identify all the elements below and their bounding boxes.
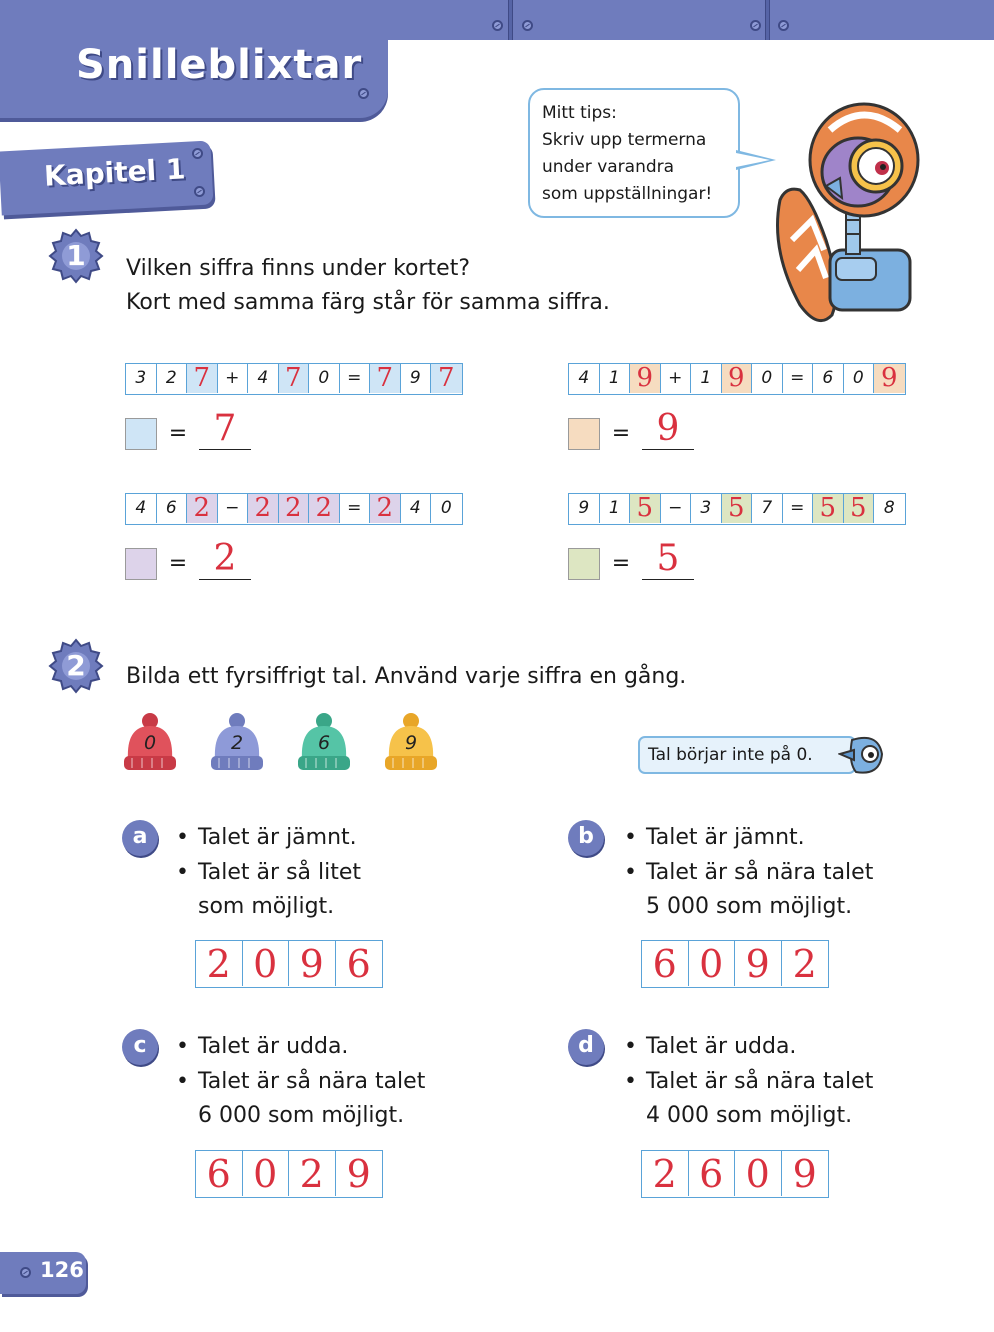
covered-digit-cell: 5 [844,494,875,523]
equation-cell: = [783,494,814,523]
answer-digit-cell[interactable]: 6 [346,942,371,986]
condition: Talet är udda. [198,1034,349,1059]
banner-seam [508,0,513,40]
condition: Talet är udda. [646,1034,797,1059]
covered-digit-cell: 9 [630,364,661,393]
subtask-letter: c [122,1029,158,1065]
subtask-letter: d [568,1029,604,1065]
covered-digit-cell: 5 [813,494,844,523]
covered-digit-cell: 2 [309,494,340,523]
answer-digit-cell[interactable]: 0 [735,1151,782,1196]
answer-strip[interactable] [641,940,829,988]
equation-cell: 6 [813,364,844,393]
covered-digit-cell: 7 [187,364,218,393]
bullet: • [624,859,637,885]
answer-digit-cell[interactable]: 0 [243,941,290,986]
equation-cell: 0 [309,364,340,393]
answer-digit-cell[interactable]: 0 [689,941,736,986]
condition: Talet är jämnt. [198,825,357,850]
color-card [568,418,600,450]
screw-icon [492,20,503,31]
bullet: • [624,1068,637,1094]
answer-strip[interactable] [641,1150,829,1198]
equation-cell: 3 [126,364,157,393]
equation-cell: 8 [883,498,895,518]
answer-value[interactable]: 7 [199,409,251,450]
equation-cell: 4 [126,494,157,523]
condition: Talet är så litet [198,859,362,885]
covered-digit-cell: 2 [279,494,310,523]
tip-line: Skriv upp termerna [542,130,707,150]
equation-cell: 1 [691,364,722,393]
condition: 4 000 som möjligt. [646,1103,853,1128]
answer-digit-cell[interactable]: 2 [289,1151,336,1196]
equation-cell: + [218,364,249,393]
hint-box: Tal börjar inte på 0. [638,736,856,774]
color-card [125,418,157,450]
answer-row [568,410,694,450]
equation-cell: 1 [600,494,631,523]
answer-digit-cell[interactable]: 2 [792,942,817,986]
equals-sign: = [168,551,188,576]
subtask-letter: b [568,820,604,856]
condition: 5 000 som möjligt. [646,894,853,919]
covered-digit-cell: 2 [248,494,279,523]
equation-cell: 0 [752,364,783,393]
bullet: • [176,825,189,850]
screw-icon [192,148,203,159]
hat-digit: 6 [317,732,331,754]
screw-icon [358,88,369,99]
condition: Talet är jämnt. [646,825,805,850]
equation-cell: − [218,494,249,523]
equation-cell: + [661,364,692,393]
equation-strip [125,493,463,525]
tip-line: som uppställningar! [542,184,713,204]
fish-mascot-icon [838,732,886,778]
equation-cell: − [661,494,692,523]
screw-icon [522,20,533,31]
covered-digit-cell: 2 [370,494,401,523]
bullet: • [176,1068,189,1094]
answer-digit-cell[interactable]: 2 [642,1151,689,1196]
equation-strip [125,363,463,395]
bullet: • [176,859,189,885]
covered-digit-cell: 9 [874,364,905,393]
answer-row [125,410,251,450]
covered-digit-cell: 5 [722,494,753,523]
screw-icon [20,1267,31,1278]
tip-bubble [528,88,740,218]
equals-sign: = [611,551,631,576]
task1-instruction [126,252,610,320]
answer-strip[interactable] [195,940,383,988]
covered-digit-cell: 2 [187,494,218,523]
equation-cell: 4 [401,494,432,523]
equals-sign: = [611,421,631,446]
answer-digit-cell[interactable]: 6 [689,1151,736,1196]
answer-digit-cell[interactable]: 0 [243,1151,290,1196]
task2-instruction: Bilda ett fyrsiffrigt tal. Använd varje siffra en gång. [126,664,687,689]
equation-cell: 3 [691,494,722,523]
covered-digit-cell: 9 [722,364,753,393]
answer-digit-cell[interactable]: 9 [289,941,336,986]
equation-cell: 0 [440,498,452,518]
screw-icon [778,20,789,31]
screw-icon [750,20,761,31]
equation-cell: 4 [569,364,600,393]
covered-digit-cell: 7 [370,364,401,393]
equation-cell: 0 [844,364,875,393]
color-card [568,548,600,580]
page-title: Snilleblixtar [76,42,363,88]
answer-row [125,540,251,580]
equals-sign: = [168,421,188,446]
subtask-text [624,1030,873,1134]
answer-row [568,540,694,580]
answer-value[interactable]: 9 [642,409,694,450]
bullet: • [176,1034,189,1059]
answer-value[interactable]: 5 [642,539,694,580]
subtask-letter: a [122,820,158,856]
equation-cell: 9 [569,494,600,523]
equation-cell: 2 [157,364,188,393]
equation-strip [568,363,906,395]
equation-cell: = [340,364,371,393]
answer-digit-cell[interactable]: 6 [642,941,689,986]
bullet: • [624,825,637,850]
answer-digit-cell[interactable]: 9 [792,1152,817,1196]
tip-line: under varandra [542,157,675,177]
hat-digit: 9 [404,732,418,754]
equation-cell: 4 [248,364,279,393]
answer-digit-cell[interactable]: 6 [196,1151,243,1196]
hat-digit: 0 [143,732,157,754]
subtask-text [624,821,873,925]
equation-cell: = [783,364,814,393]
task-number: 1 [66,239,86,272]
condition: som möjligt. [198,894,335,919]
equation-cell: 6 [157,494,188,523]
equation-cell: 1 [600,364,631,393]
robot-mascot-icon [760,90,920,330]
covered-digit-cell: 5 [630,494,661,523]
answer-digit-cell[interactable]: 2 [196,941,243,986]
equation-strip [568,493,906,525]
subtask-text [176,821,361,925]
hat-digit: 2 [230,732,244,754]
answer-digit-cell[interactable]: 9 [346,1152,371,1196]
task-number: 2 [66,649,86,682]
color-card [125,548,157,580]
condition: Talet är så nära talet [198,1068,426,1094]
condition: 6 000 som möjligt. [198,1103,405,1128]
bullet: • [624,1034,637,1059]
condition: Talet är så nära talet [646,1068,874,1094]
equation-cell: 7 [752,494,783,523]
instruction-line: Kort med samma färg står för samma siffra. [126,290,610,315]
condition: Talet är så nära talet [646,859,874,885]
covered-digit-cell: 7 [279,364,310,393]
answer-digit-cell[interactable]: 9 [735,941,782,986]
answer-value[interactable]: 2 [199,539,251,580]
screw-icon [194,186,205,197]
answer-strip[interactable] [195,1150,383,1198]
banner-seam [765,0,770,40]
chapter-label: Kapitel 1 [43,152,187,193]
page-number: 126 [40,1258,84,1282]
instruction-line: Vilken siffra finns under kortet? [126,256,471,281]
tip-line: Mitt tips: [542,103,617,123]
subtask-text [176,1030,425,1134]
equation-cell: 9 [401,364,432,393]
equation-cell: = [340,494,371,523]
covered-digit-cell: 7 [431,364,462,393]
